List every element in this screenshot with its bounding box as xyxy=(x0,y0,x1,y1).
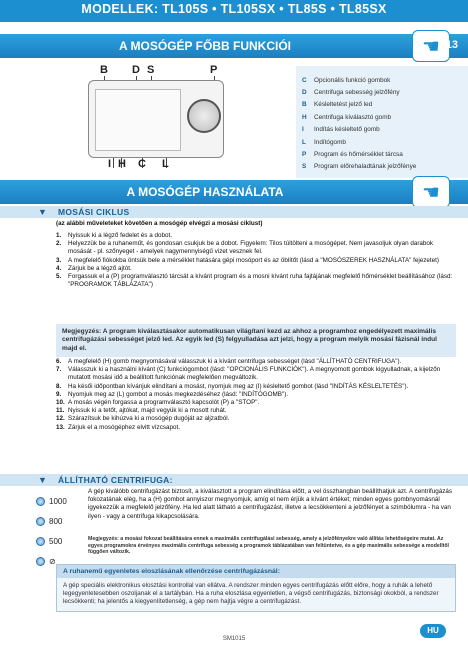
program-note: Megjegyzés: A program kiválasztásakor automatikusan világítani kezd az ahhoz a programhoz engedélyezett maximális centrifugázási sebességet jelző led. Az egyik led (S) felgyulladása azt jelzi, hogy a program melyik mosási fázisnál indul majd el. xyxy=(56,324,456,357)
label-p: P xyxy=(210,64,218,76)
wash-cycle-title: MOSÁSI CIKLUS xyxy=(58,207,130,217)
spin-fine-print: Megjegyzés: a mosási fokozat beállítására ennek a maximális centrifugálási sebesség, amely a jelzőfényekre való állítás lehetőségeire mutat. Az egyes programokra érvényes maximális centrifuga sebesség a programok táblázatában van feltüntetve, és a gép maximális sebessége a modelltől függően változik. xyxy=(88,536,449,556)
label-h: H xyxy=(118,158,126,170)
language-badge: HU xyxy=(420,624,446,638)
wash-cycle-intro: (az alábbi műveleteket követően a mosógép elvégzi a mosási ciklust) xyxy=(56,220,263,227)
document-code: SM1015 xyxy=(222,636,246,642)
spin-led-icon xyxy=(36,517,45,526)
spin-option-800: 800 xyxy=(36,512,78,530)
list-item: 7. Válasszuk ki a használni kívánt (C) funkciógombot (lásd: "OPCIONÁLIS FUNKCIÓK"). A megnyomott gombok kigyulladnak, a kijelzőn mutatott mosási idő a beállított funkciónak megfelelően megváltozik. xyxy=(56,366,441,382)
legend-row: I Indítás késleltető gomb xyxy=(302,126,380,134)
wash-steps-list-continued xyxy=(56,358,456,432)
usage-title: A MOSÓGÉP HASZNÁLATA xyxy=(126,185,284,199)
legend-row: C Opcionális funkció gombok xyxy=(302,76,391,84)
list-item: 2. Helyezzük be a ruhaneműt, és gondosan csukjuk be a dobot. Figyelem: Tilos túltölteni a mosógépet. Nem javasoljuk olyan darabok mosását - pl. szőnyeget - amelyek nagymennyiségű vizet vesznek fel. xyxy=(56,240,434,256)
list-item: 11. Nyissuk ki a tetőt, ajtókat, majd vegyük ki a mosott ruhát. xyxy=(56,407,227,415)
functions-band xyxy=(0,34,468,58)
list-item: 3. A megfelelő fiókokba öntsük bele a mérséklet hatására gépi mosóport és az öblítőt (lásd a "MOSÓSZEREK HASZNÁLATA" fejezetet) xyxy=(56,256,440,264)
label-b: B xyxy=(100,64,108,76)
triangle-down-icon: ▼ xyxy=(38,207,47,217)
balance-note-body: A gép speciális elektronikus elosztási kontrollal van ellátva. A rendszer minden egyes centrifugázás előtt előre, hogy a ruhák a lehető legegyenletesebben oszoljanak el a tartályban. Ha a ruha eloszlása egyenletlen, a végső centrifugázás, biztonsági okokból, a rendszer lecsökkenti; ha jelentős a kiegyenlítetlenség, a gép nem hajtja végre a centrifugázást. xyxy=(63,582,439,606)
legend-row: B Késleltetést jelző led xyxy=(302,101,373,109)
legend-row: S Program előrehaladtának jelzőfénye xyxy=(302,163,417,171)
list-item: 5. Forgassuk el a (P) programválasztó tárcsát a kívánt program és a mosni kívánt ruha fajtájának megfelelő hőmérséklet beállításához (lásd: "PROGRAMOK TÁBLÁZATA") xyxy=(56,273,453,289)
spin-paragraph: A gép kiválóbb centrifugázást biztosít, a kiválasztott a program elindítása előtt, a vel összhangban beállíthatjuk azt. A centrifugázás fokozatának elég, ha a (H) gombot annyiszor megnyomjuk, amíg el nem érjük a kívánt értéket; minden egyes gombnyomásnál igyekezzük a megfelelő jelzőfény. Ha led alatt látható a centrifugázást, illetve a lecsökkenteni a jelzőfényet a szimbólumra - ha van ilyen - vagy a centrifuga kikapcsolására. xyxy=(88,488,453,520)
spin-option-1000: 1000 xyxy=(36,492,78,510)
program-dial-icon xyxy=(187,99,221,133)
top-header-bar xyxy=(0,0,468,22)
spin-section xyxy=(0,474,468,486)
spin-title: ÁLLÍTHATÓ CENTRIFUGA: xyxy=(58,475,173,485)
usage-band xyxy=(0,180,468,204)
hand-icon: ☚ xyxy=(412,30,450,62)
panel-display-area xyxy=(95,89,181,151)
spin-option-off: ⊘ xyxy=(36,552,78,570)
spin-led-icon xyxy=(36,557,45,566)
legend-row: L Indítógomb xyxy=(302,138,346,146)
legend-row: H Centrifuga kiválasztó gomb xyxy=(302,113,392,121)
models-title: MODELLEK: TL105S • TL105SX • TL85S • TL85SX xyxy=(81,2,387,16)
functions-title: A MOSÓGÉP FŐBB FUNKCIÓI xyxy=(118,39,291,53)
spin-led-icon xyxy=(36,497,45,506)
list-item: 4. Zárjuk be a légző ajtót. xyxy=(56,264,132,272)
list-item: 12. Szárazítsuk be kihúzva ki a mosógép dugóját az aljzatból. xyxy=(56,415,230,423)
function-legend xyxy=(296,66,468,178)
list-item: 1. Nyissuk ki a légző fedelet és a dobot. xyxy=(56,232,172,239)
list-item: 10. A mosás végén forgassa a programválasztó kapcsolót (P) a "STOP". xyxy=(56,399,260,407)
wash-steps-list xyxy=(56,232,456,289)
list-item: 6. A megfelelő (H) gomb megnyomásával válasszuk ki a kívánt centrifuga sebességet (lásd "ÁLLÍTHATÓ CENTRIFUGA"). xyxy=(56,358,402,365)
label-i: I xyxy=(108,158,112,170)
washer-panel xyxy=(88,80,224,158)
list-item: 9. Nyomjuk meg az (L) gombot a mosás megkezdéséhez (lásd: "INDÍTÓGOMB"). xyxy=(56,390,289,398)
list-item: 8. Ha késői időpontban kívánjuk elindítani a mosást, nyomjuk meg az (I) késleltető gombot (lásd "INDÍTÁS KÉSLELTETÉS"). xyxy=(56,382,409,390)
page-number: 13 xyxy=(445,39,458,51)
spin-option-500: 500 xyxy=(36,532,78,550)
legend-row: D Centrifuga sebesség jelzőfény xyxy=(302,89,400,97)
label-c: C xyxy=(138,158,146,170)
legend-row: P Program és hőmérséklet tárcsa xyxy=(302,151,403,159)
triangle-down-icon: ▼ xyxy=(38,475,47,485)
label-s: S xyxy=(147,64,155,76)
wash-cycle-section xyxy=(0,206,468,218)
label-d: D xyxy=(132,64,140,76)
spin-led-icon xyxy=(36,537,45,546)
balance-note xyxy=(56,564,456,612)
balance-note-title: A ruhanemű egyenletes eloszlásának ellenőrzése centrifugázásnál: xyxy=(57,565,455,578)
hand-icon: ☚ xyxy=(412,176,450,208)
list-item: 13. Zárjuk el a mosógéphez elvitt vízcsapot. xyxy=(56,423,180,431)
label-l: L xyxy=(162,158,169,170)
